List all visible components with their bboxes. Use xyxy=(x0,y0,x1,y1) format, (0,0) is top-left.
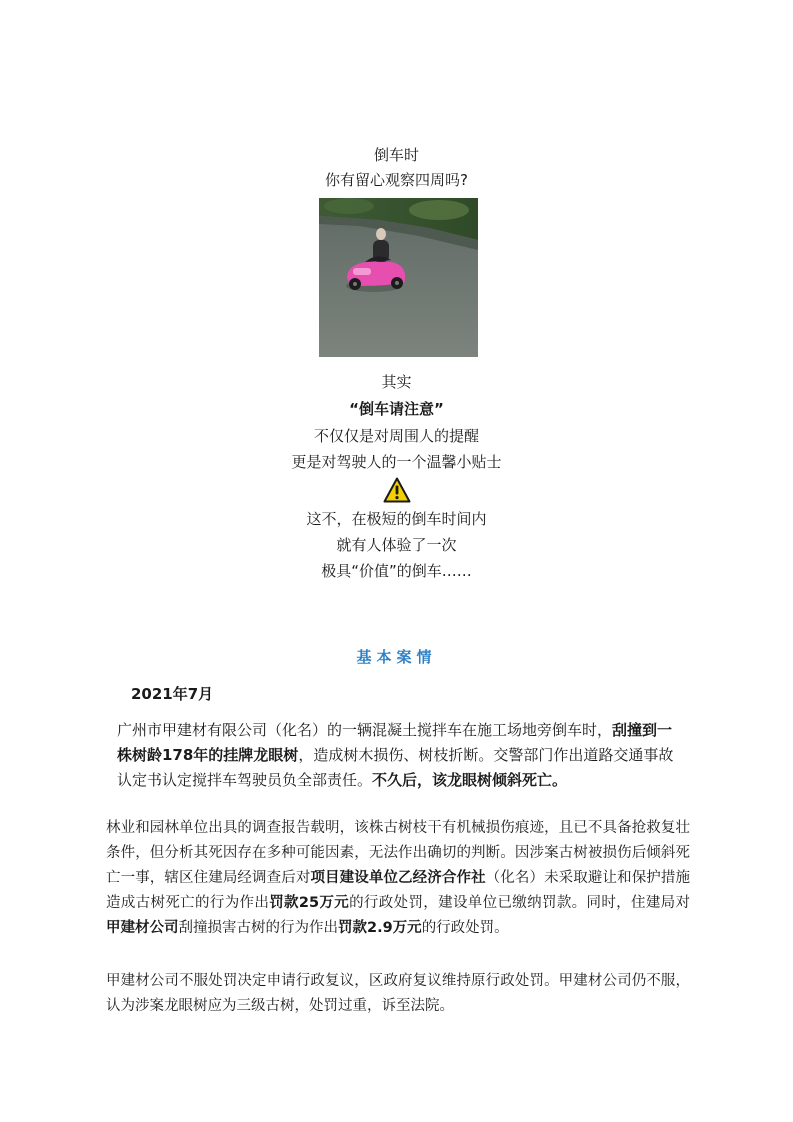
summary-text-2: ，造成树木损伤、树枝折断。交警部门作出道路交通事故认定书认定搅拌车驾驶员负全部责任。 xyxy=(117,746,674,789)
para1-bold-2: 罚款25万元 xyxy=(269,895,350,911)
case-date: 2021年7月 xyxy=(131,685,214,703)
case-summary xyxy=(117,718,683,793)
warning-triangle-icon xyxy=(383,477,411,503)
para1-text-1: 林业和园林单位出具的调查报告载明，该株古树枝干有机械损伤痕迹，且已不具备抢救复壮条件，但分析其死因存在多种可能因素，无法作出确切的判断。因涉案古树被损伤后倾斜死亡一事，辖区住建局经调查后对 xyxy=(106,820,690,886)
intro-line-1: 倒车时 xyxy=(373,146,419,164)
middle-line-1: 其实 xyxy=(381,373,412,391)
middle-line-6: 就有人体验了一次 xyxy=(336,536,457,554)
investigation-paragraph xyxy=(106,816,690,941)
para1-bold-3: 甲建材公司 xyxy=(106,920,179,936)
middle-line-5: 这不，在极短的倒车时间内 xyxy=(306,510,487,528)
para1-text-3: 的行政处罚，建设单位已缴纳罚款。同时，住建局对 xyxy=(349,895,691,911)
summary-text-1: 广州市甲建材有限公司（化名）的一辆混凝土搅拌车在施工场地旁倒车时， xyxy=(117,721,613,739)
middle-line-2: “倒车请注意” xyxy=(349,400,444,418)
para1-text-4: 刮撞损害古树的行为作出 xyxy=(178,920,338,936)
section-title: 基本案情 xyxy=(356,648,437,666)
para1-text-5: 的行政处罚。 xyxy=(421,920,509,936)
summary-bold-2: 不久后，该龙眼树倾斜死亡。 xyxy=(372,771,568,789)
para1-bold-1: 项目建设单位乙经济合作社 xyxy=(310,870,486,886)
middle-line-4: 更是对驾驶人的一个温馨小贴士 xyxy=(291,453,502,471)
para1-text-2: （化名）未采取避让和保护措施造成古树死亡的行为作出 xyxy=(106,870,691,911)
appeal-paragraph: 甲建材公司不服处罚决定申请行政复议，区政府复议维持原行政处罚。甲建材公司仍不服，认为涉案龙眼树应为三级古树，处罚过重，诉至法院。 xyxy=(106,973,690,1014)
middle-line-7: 极具“价值”的倒车…… xyxy=(321,562,472,580)
para1-bold-4: 罚款2.9万元 xyxy=(338,920,422,936)
summary-bold-1: 刮撞到一株树龄178年的挂牌龙眼树 xyxy=(117,721,673,764)
reversing-car-photo xyxy=(319,198,478,357)
middle-line-3: 不仅仅是对周围人的提醒 xyxy=(313,427,479,445)
intro-line-2: 你有留心观察四周吗? xyxy=(325,171,468,189)
